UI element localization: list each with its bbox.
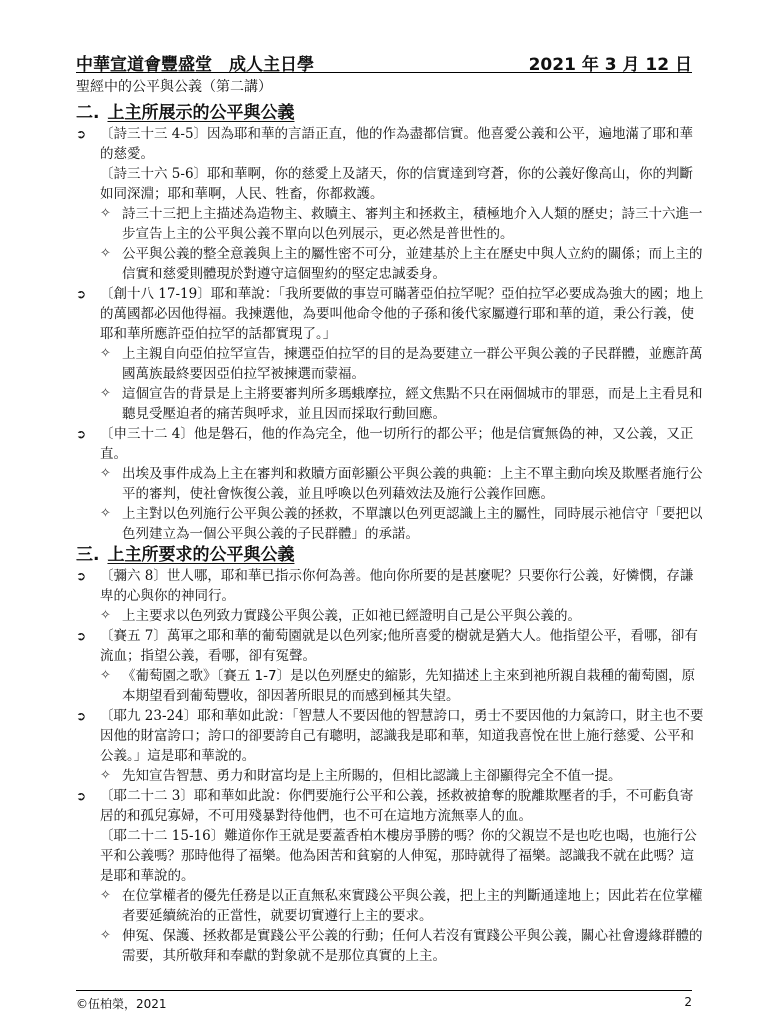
section-number: 二. [76, 103, 100, 123]
arrow-bullet-icon: ➲ [76, 287, 87, 301]
commentary-item [76, 244, 706, 284]
diamond-bullet-icon: ✧ [100, 246, 111, 261]
scripture-text: 〔詩三十三 4-5〕因為耶和華的言語正直，他的作為盡都信實。他喜愛公義和公平，遍地滿了耶和華的慈愛。 [100, 126, 694, 162]
commentary-item [76, 926, 706, 966]
commentary-item [76, 606, 706, 626]
section-heading-2 [76, 98, 294, 123]
diamond-bullet-icon: ✧ [100, 346, 111, 361]
commentary-text: 伸冤、保護、拯救都是實踐公平公義的行動；任何人若沒有實踐公平與公義，關心社會邊緣群體的需要，其所敬拜和奉獻的對象就不是那位真實的上主。 [122, 928, 703, 964]
arrow-bullet-icon: ➲ [76, 629, 87, 643]
diamond-bullet-icon: ✧ [100, 888, 111, 903]
arrow-bullet-icon: ➲ [76, 127, 87, 141]
commentary-text: 上主親自向亞伯拉罕宣告，揀選亞伯拉罕的目的是為要建立一群公平與公義的子民群體，並應許萬國萬族最終要因亞伯拉罕被揀選而蒙福。 [122, 346, 703, 382]
scripture-item [76, 124, 706, 164]
diamond-bullet-icon: ✧ [100, 466, 111, 481]
commentary-text: 這個宣告的背景是上主將要審判所多瑪蛾摩拉，經文焦點不只在兩個城市的罪惡，而是上主看見和聽見受壓迫者的痛苦與呼求，並且因而採取行動回應。 [122, 386, 703, 422]
commentary-item [76, 464, 706, 504]
commentary-item [76, 504, 706, 544]
commentary-item [76, 666, 706, 706]
footer-copyright: ©伍柏榮，2021 [76, 997, 167, 1011]
scripture-text: 〔詩三十六 5-6〕耶和華啊，你的慈愛上及諸天，你的信實達到穹蒼，你的公義好像高山，你的判斷如同深淵；耶和華啊，人民、牲畜，你都救護。 [100, 166, 694, 202]
commentary-item [76, 886, 706, 926]
arrow-bullet-icon: ➲ [76, 569, 87, 583]
diamond-bullet-icon: ✧ [100, 668, 111, 683]
commentary-item [76, 344, 706, 384]
arrow-bullet-icon: ➲ [76, 789, 87, 803]
scripture-item [76, 566, 706, 606]
commentary-item [76, 204, 706, 244]
scripture-text: 〔耶二十二 15-16〕難道你作王就是要蓋香柏木樓房爭勝的嗎？你的父親豈不是也吃也喝，也施行公平和公義嗎？那時他得了福樂。他為困苦和貧窮的人伸冤，那時就得了福樂。認識我不就在此嗎？這是耶和華說的。 [100, 828, 697, 884]
scripture-text: 〔申三十二 4〕他是磐石，他的作為完全，他一切所行的都公平；他是信實無偽的神，又公義，又正直。 [100, 426, 694, 462]
diamond-bullet-icon: ✧ [100, 206, 111, 221]
commentary-item [76, 766, 706, 786]
commentary-text: 出埃及事件成為上主在審判和救贖方面彰顯公平與公義的典範：上主不單主動向埃及欺壓者施行公平的審判，使社會恢復公義，並且呼喚以色列藉效法及施行公義作回應。 [122, 466, 703, 502]
section-heading-3 [76, 540, 294, 565]
scripture-text: 〔耶九 23-24〕耶和華如此說：「智慧人不要因他的智慧誇口，勇士不要因他的力氣誇口，財主也不要因他的財富誇口；誇口的卻要誇自己有聰明，認識我是耶和華，知道我喜悅在世上施行慈愛、公平和公義。」這是耶和華說的。 [100, 708, 704, 764]
arrow-bullet-icon: ➲ [76, 709, 87, 723]
scripture-text: 〔賽五 7〕萬軍之耶和華的葡萄園就是以色列家;他所喜愛的樹就是猶大人。他指望公平，看哪，卻有流血；指望公義，看哪，卻有冤聲。 [100, 628, 698, 664]
scripture-item [76, 626, 706, 666]
footer-rule [76, 990, 692, 991]
commentary-text: 上主要求以色列致力實踐公平與公義，正如祂已經證明自己是公平與公義的。 [122, 608, 581, 624]
section-3-content [76, 566, 706, 966]
diamond-bullet-icon: ✧ [100, 506, 111, 521]
diamond-bullet-icon: ✧ [100, 768, 111, 783]
scripture-item [76, 706, 706, 766]
page-number: 2 [684, 995, 692, 1009]
scripture-text: 〔彌六 8〕世人哪，耶和華已指示你何為善。他向你所要的是甚麼呢？只要你行公義，好憐憫，存謙卑的心與你的神同行。 [100, 568, 694, 604]
header-organization: 中華宣道會豐盛堂 成人主日學 [76, 55, 314, 75]
commentary-text: 公平與公義的整全意義與上主的屬性密不可分，並建基於上主在歷史中與人立約的關係；而上主的信實和慈愛則體現於對遵守這個聖約的堅定忠誠委身。 [122, 246, 703, 282]
commentary-text: 《葡萄園之歌》〔賽五 1-7〕是以色列歷史的縮影，先知描述上主來到祂所親自栽種的葡萄園，原本期望看到葡萄豐收，卻因著所眼見的而感到極其失望。 [122, 668, 696, 704]
diamond-bullet-icon: ✧ [100, 928, 111, 943]
commentary-item [76, 384, 706, 424]
header-date: 2021 年 3 月 12 日 [528, 55, 692, 75]
scripture-item [76, 284, 706, 344]
section-2-content [76, 124, 706, 544]
scripture-item [76, 786, 706, 826]
lecture-subtitle: 聖經中的公平與公義（第二講） [76, 79, 272, 95]
arrow-bullet-icon: ➲ [76, 427, 87, 441]
section-title: 上主所展示的公平與公義 [107, 103, 295, 123]
header-rule [76, 72, 692, 73]
scripture-text: 〔耶二十二 3〕耶和華如此說：你們要施行公平和公義，拯救被搶奪的脫離欺壓者的手，不可虧負寄居的和孤兒寡婦，不可用殘暴對待他們，也不可在這地方流無辜人的血。 [100, 788, 694, 824]
section-title: 上主所要求的公平與公義 [107, 545, 295, 565]
commentary-text: 先知宣告智慧、勇力和財富均是上主所賜的，但相比認識上主卻顯得完全不值一提。 [122, 768, 622, 784]
commentary-text: 在位掌權者的優先任務是以正直無私來實踐公平與公義，把上主的判斷通達地上；因此若在位掌權者要延續統治的正當性，就要切實遵行上主的要求。 [122, 888, 703, 924]
commentary-text: 上主對以色列施行公平與公義的拯救，不單讓以色列更認識上主的屬性，同時展示祂信守「要把以色列建立為一個公平與公義的子民群體」的承諾。 [122, 506, 703, 542]
section-number: 三. [76, 545, 100, 565]
diamond-bullet-icon: ✧ [100, 386, 111, 401]
diamond-bullet-icon: ✧ [100, 608, 111, 623]
commentary-text: 詩三十三把上主描述為造物主、救贖主、審判主和拯救主，積極地介入人類的歷史；詩三十六進一步宣告上主的公平與公義不單向以色列展示，更必然是普世性的。 [122, 206, 703, 242]
scripture-text: 〔創十八 17-19〕耶和華說：「我所要做的事豈可瞞著亞伯拉罕呢？亞伯拉罕必要成為強大的國；地上的萬國都必因他得福。我揀選他，為要叫他命令他的子孫和後代家屬遵行耶和華的道，秉公行義，使耶和華所應許亞伯拉罕的話都實現了。」 [100, 286, 704, 342]
scripture-item [76, 424, 706, 464]
